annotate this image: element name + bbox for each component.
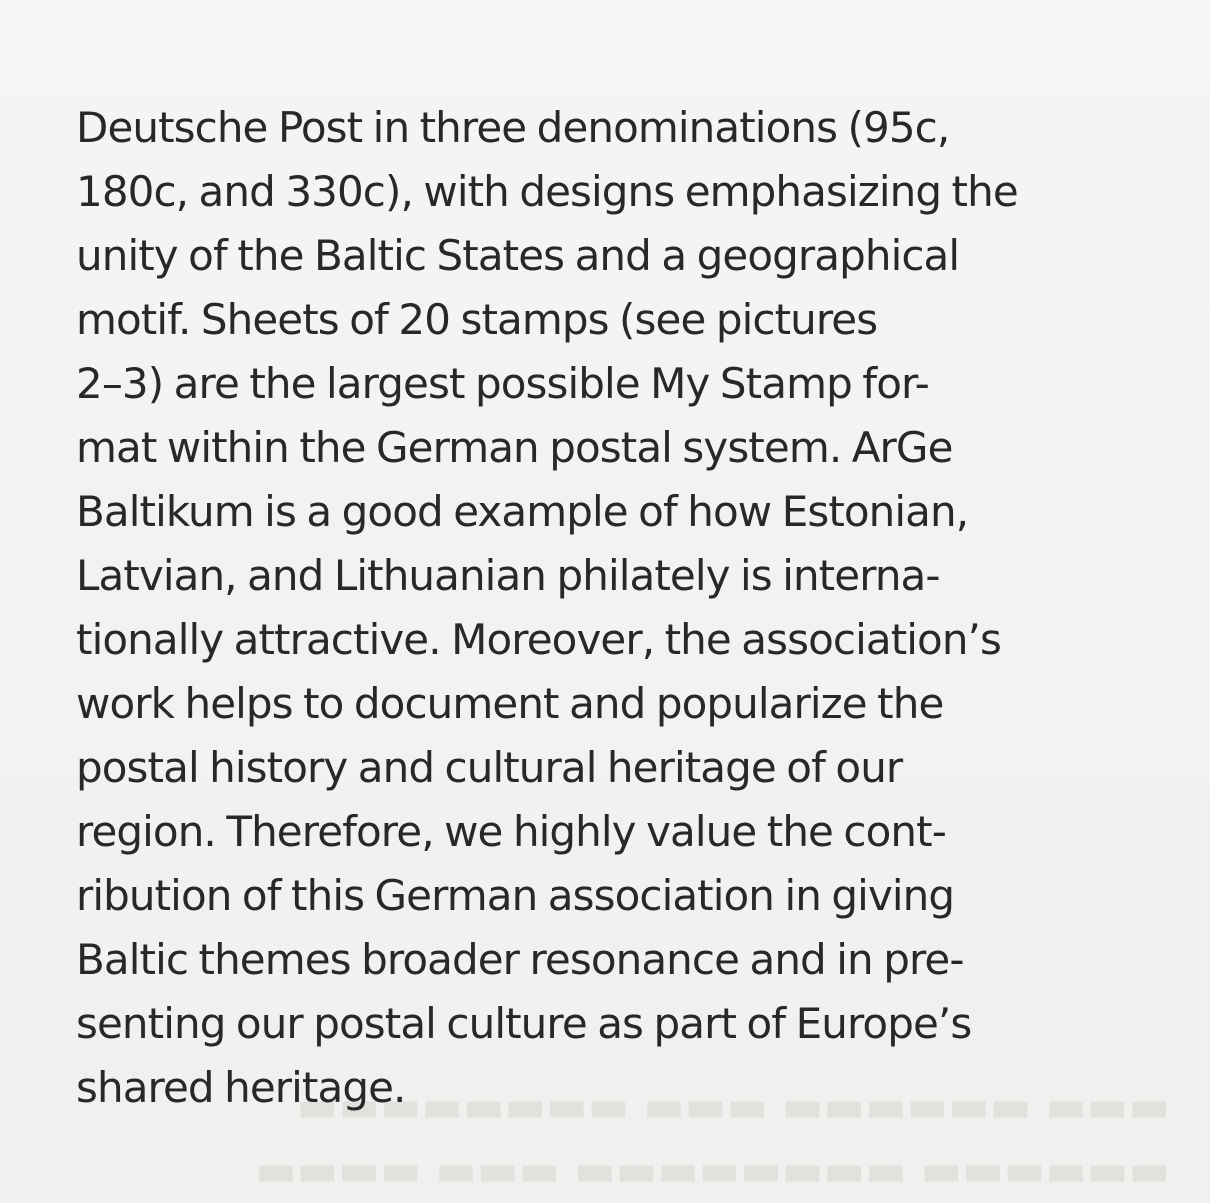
text-line: Deutsche Post in three denominations (95c,	[76, 103, 950, 152]
text-line: Baltic themes broader resonance and in pre-	[76, 935, 964, 984]
text-line: 2–3) are the largest possible My Stamp for-	[76, 359, 929, 408]
text-line: region. Therefore, we highly value the cont-	[76, 807, 946, 856]
text-line: unity of the Baltic States and a geographical	[76, 231, 960, 280]
text-line: shared heritage.	[76, 1063, 406, 1112]
reverse-side-bleed-through: ▬▬▬ ▬▬▬▬▬▬ ▬▬▬ ▬▬▬▬▬▬▬▬ ▬▬▬▬▬▬ ▬▬▬▬▬▬▬▬ ▬▬▬ ▬▬▬▬	[255, 1081, 1170, 1196]
text-line: mat within the German postal system. ArGe	[76, 423, 953, 472]
text-line: tionally attractive. Moreover, the association’s	[76, 615, 1001, 664]
text-line: motif. Sheets of 20 stamps (see pictures	[76, 295, 878, 344]
text-line: postal history and cultural heritage of our	[76, 743, 903, 792]
text-line: work helps to document and popularize the	[76, 679, 944, 728]
text-line: Baltikum is a good example of how Estonian,	[76, 487, 969, 536]
text-line: ribution of this German association in giving	[76, 871, 955, 920]
body-paragraph	[76, 96, 1018, 1120]
text-line: 180c, and 330c), with designs emphasizing the	[76, 167, 1018, 216]
text-line: senting our postal culture as part of Europe’s	[76, 999, 972, 1048]
text-line: Latvian, and Lithuanian philately is interna-	[76, 551, 940, 600]
